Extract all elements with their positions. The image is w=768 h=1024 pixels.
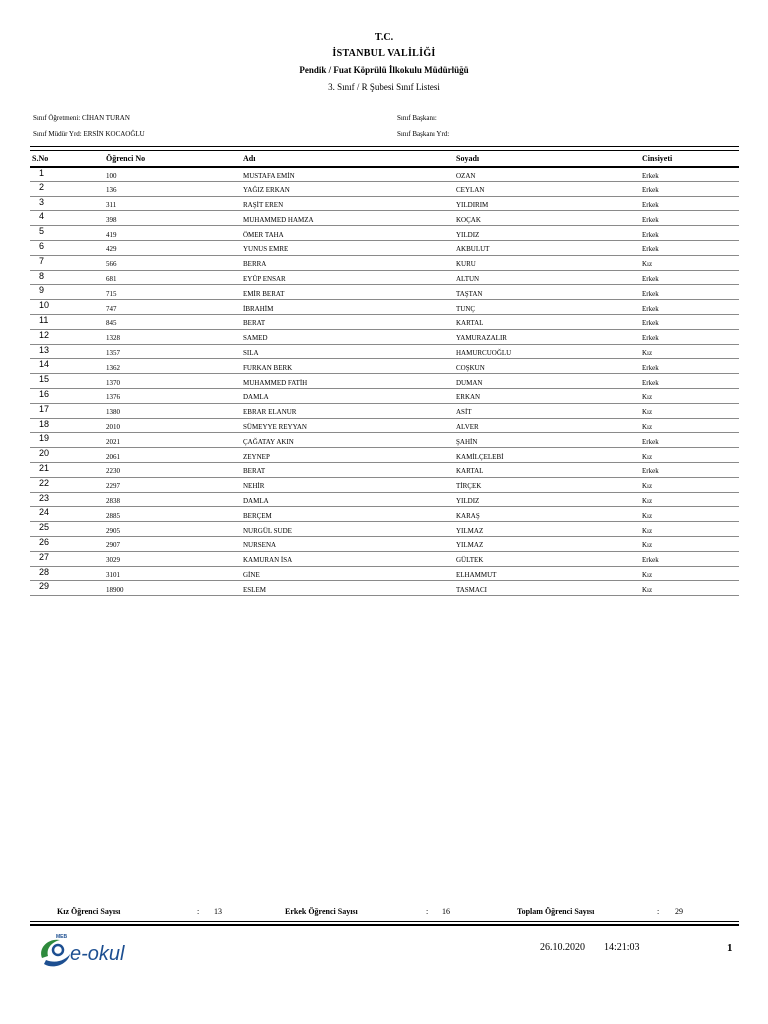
cell-sno: 9	[30, 285, 104, 300]
cell-gender: Erkek	[640, 462, 739, 477]
cell-last-name: TASMACI	[454, 581, 640, 596]
cell-sno: 25	[30, 522, 104, 537]
cell-student-no: 715	[104, 285, 241, 300]
cell-student-no: 1357	[104, 344, 241, 359]
table-row	[30, 181, 739, 196]
table-row	[30, 418, 739, 433]
cell-gender: Erkek	[640, 433, 739, 448]
cell-first-name: KAMURAN İSA	[241, 551, 454, 566]
table-row	[30, 551, 739, 566]
cell-last-name: KOÇAK	[454, 211, 640, 226]
cell-first-name: NEHİR	[241, 477, 454, 492]
cell-last-name: ELHAMMUT	[454, 566, 640, 581]
cell-first-name: SÜMEYYE REYYAN	[241, 418, 454, 433]
page-number: 1	[727, 942, 733, 954]
cell-first-name: GİNE	[241, 566, 454, 581]
cell-gender: Kız	[640, 403, 739, 418]
cell-sno: 7	[30, 255, 104, 270]
cell-first-name: DAMLA	[241, 492, 454, 507]
cell-student-no: 2885	[104, 507, 241, 522]
cell-last-name: ERKAN	[454, 388, 640, 403]
cell-gender: Kız	[640, 581, 739, 596]
cell-sno: 17	[30, 403, 104, 418]
table-row	[30, 167, 739, 182]
cell-gender: Erkek	[640, 314, 739, 329]
cell-student-no: 1362	[104, 359, 241, 374]
header-governorship: İSTANBUL VALİLİĞİ	[332, 48, 436, 59]
cell-student-no: 136	[104, 181, 241, 196]
cell-sno: 8	[30, 270, 104, 285]
cell-student-no: 566	[104, 255, 241, 270]
table-row	[30, 285, 739, 300]
cell-last-name: KARTAL	[454, 314, 640, 329]
table-top-rule	[30, 146, 739, 147]
cell-gender: Erkek	[640, 270, 739, 285]
table-row	[30, 448, 739, 463]
cell-last-name: YILMAZ	[454, 536, 640, 551]
table-row	[30, 211, 739, 226]
table-row	[30, 536, 739, 551]
cell-student-no: 1380	[104, 403, 241, 418]
cell-last-name: YILDIRIM	[454, 196, 640, 211]
cell-sno: 14	[30, 359, 104, 374]
cell-gender: Kız	[640, 255, 739, 270]
table-row	[30, 226, 739, 241]
cell-student-no: 1376	[104, 388, 241, 403]
cell-sno: 16	[30, 388, 104, 403]
table-row	[30, 433, 739, 448]
cell-last-name: OZAN	[454, 167, 640, 182]
cell-sno: 4	[30, 211, 104, 226]
col-header-sno: S.No	[30, 151, 104, 167]
cell-gender: Erkek	[640, 285, 739, 300]
footer-rule-thin	[30, 921, 739, 922]
table-row	[30, 374, 739, 389]
cell-sno: 5	[30, 226, 104, 241]
print-date: 26.10.2020	[540, 942, 585, 953]
table-row	[30, 522, 739, 537]
cell-first-name: EYÜP ENSAR	[241, 270, 454, 285]
cell-sno: 23	[30, 492, 104, 507]
cell-gender: Erkek	[640, 374, 739, 389]
cell-gender: Kız	[640, 418, 739, 433]
cell-student-no: 419	[104, 226, 241, 241]
cell-sno: 27	[30, 551, 104, 566]
cell-student-no: 2907	[104, 536, 241, 551]
cell-student-no: 681	[104, 270, 241, 285]
cell-sno: 22	[30, 477, 104, 492]
table-row	[30, 255, 739, 270]
svg-text:MEB: MEB	[56, 934, 68, 940]
cell-gender: Kız	[640, 448, 739, 463]
table-row	[30, 566, 739, 581]
cell-first-name: SAMED	[241, 329, 454, 344]
table-row	[30, 477, 739, 492]
cell-sno: 1	[30, 167, 104, 182]
cell-sno: 10	[30, 300, 104, 315]
cell-first-name: SILA	[241, 344, 454, 359]
cell-first-name: MUSTAFA EMİN	[241, 167, 454, 182]
cell-sno: 18	[30, 418, 104, 433]
table-header-row	[30, 151, 739, 167]
col-header-student-no: Öğrenci No	[104, 151, 241, 167]
cell-first-name: ZEYNEP	[241, 448, 454, 463]
cell-student-no: 3029	[104, 551, 241, 566]
cell-student-no: 2905	[104, 522, 241, 537]
header-tc: T.C.	[374, 32, 394, 43]
cell-last-name: GÜLTEK	[454, 551, 640, 566]
cell-last-name: TAŞTAN	[454, 285, 640, 300]
cell-first-name: İBRAHİM	[241, 300, 454, 315]
cell-student-no: 2021	[104, 433, 241, 448]
e-okul-logo	[34, 930, 144, 974]
cell-gender: Erkek	[640, 240, 739, 255]
cell-gender: Kız	[640, 536, 739, 551]
cell-last-name: KURU	[454, 255, 640, 270]
table-row	[30, 507, 739, 522]
table-row	[30, 344, 739, 359]
class-president: Sınıf Başkanı:	[397, 114, 437, 122]
cell-first-name: MUHAMMED HAMZA	[241, 211, 454, 226]
male-count-value: 16	[442, 907, 450, 916]
cell-student-no: 18900	[104, 581, 241, 596]
cell-student-no: 2061	[104, 448, 241, 463]
footer-rule-thick	[30, 924, 739, 926]
cell-gender: Erkek	[640, 167, 739, 182]
cell-last-name: KAMİLÇELEBİ	[454, 448, 640, 463]
female-count-value: 13	[214, 907, 222, 916]
cell-last-name: ALVER	[454, 418, 640, 433]
cell-first-name: YAĞIZ ERKAN	[241, 181, 454, 196]
print-time: 14:21:03	[604, 942, 640, 953]
col-header-last-name: Soyadı	[454, 151, 640, 167]
cell-student-no: 100	[104, 167, 241, 182]
cell-last-name: KARAŞ	[454, 507, 640, 522]
table-row	[30, 240, 739, 255]
cell-sno: 21	[30, 462, 104, 477]
total-count-colon: :	[657, 907, 660, 916]
cell-first-name: FURKAN BERK	[241, 359, 454, 374]
cell-last-name: ALTUN	[454, 270, 640, 285]
cell-student-no: 747	[104, 300, 241, 315]
class-vice-president: Sınıf Başkanı Yrd:	[397, 130, 450, 138]
cell-gender: Kız	[640, 492, 739, 507]
cell-gender: Kız	[640, 507, 739, 522]
e-okul-logo-icon	[34, 930, 144, 974]
cell-sno: 19	[30, 433, 104, 448]
cell-first-name: NURSENA	[241, 536, 454, 551]
cell-gender: Kız	[640, 344, 739, 359]
table-row	[30, 388, 739, 403]
cell-sno: 15	[30, 374, 104, 389]
header-class-list-title: 3. Sınıf / R Şubesi Sınıf Listesi	[328, 82, 440, 92]
cell-first-name: EMİR BERAT	[241, 285, 454, 300]
cell-last-name: ASİT	[454, 403, 640, 418]
cell-last-name: DUMAN	[454, 374, 640, 389]
cell-gender: Kız	[640, 566, 739, 581]
cell-last-name: YAMURAZALIR	[454, 329, 640, 344]
cell-first-name: BERRA	[241, 255, 454, 270]
cell-gender: Erkek	[640, 300, 739, 315]
cell-student-no: 1370	[104, 374, 241, 389]
cell-first-name: NURGÜL SUDE	[241, 522, 454, 537]
cell-last-name: ŞAHİN	[454, 433, 640, 448]
male-count-colon: :	[426, 907, 429, 916]
cell-gender: Erkek	[640, 226, 739, 241]
cell-sno: 11	[30, 314, 104, 329]
total-count-value: 29	[675, 907, 683, 916]
cell-last-name: YILDIZ	[454, 226, 640, 241]
cell-sno: 3	[30, 196, 104, 211]
male-count-label: Erkek Öğrenci Sayısı	[285, 907, 358, 916]
female-count-label: Kız Öğrenci Sayısı	[57, 907, 121, 916]
cell-sno: 13	[30, 344, 104, 359]
cell-student-no: 1328	[104, 329, 241, 344]
table-row	[30, 462, 739, 477]
assistant-principal: Sınıf Müdür Yrd: ERSİN KOCAOĞLU	[33, 130, 145, 138]
table-row	[30, 300, 739, 315]
cell-student-no: 398	[104, 211, 241, 226]
cell-sno: 12	[30, 329, 104, 344]
cell-sno: 20	[30, 448, 104, 463]
cell-gender: Erkek	[640, 196, 739, 211]
cell-last-name: HAMURCUOĞLU	[454, 344, 640, 359]
total-count-label: Toplam Öğrenci Sayısı	[517, 907, 595, 916]
cell-student-no: 2297	[104, 477, 241, 492]
cell-last-name: AKBULUT	[454, 240, 640, 255]
class-teacher: Sınıf Öğretmeni: CİHAN TURAN	[33, 114, 130, 122]
table-row	[30, 314, 739, 329]
cell-gender: Kız	[640, 388, 739, 403]
cell-student-no: 2010	[104, 418, 241, 433]
col-header-gender: Cinsiyeti	[640, 151, 739, 167]
cell-last-name: KARTAL	[454, 462, 640, 477]
cell-last-name: TİRÇEK	[454, 477, 640, 492]
cell-last-name: YILDIZ	[454, 492, 640, 507]
table-row	[30, 581, 739, 596]
cell-first-name: ÖMER TAHA	[241, 226, 454, 241]
cell-sno: 28	[30, 566, 104, 581]
cell-first-name: DAMLA	[241, 388, 454, 403]
cell-first-name: BERAT	[241, 314, 454, 329]
cell-student-no: 3101	[104, 566, 241, 581]
cell-student-no: 2230	[104, 462, 241, 477]
cell-gender: Kız	[640, 522, 739, 537]
cell-last-name: YILMAZ	[454, 522, 640, 537]
cell-sno: 29	[30, 581, 104, 596]
cell-sno: 26	[30, 536, 104, 551]
cell-gender: Erkek	[640, 551, 739, 566]
cell-student-no: 311	[104, 196, 241, 211]
table-row	[30, 492, 739, 507]
cell-first-name: ÇAĞATAY AKIN	[241, 433, 454, 448]
cell-gender: Erkek	[640, 181, 739, 196]
cell-sno: 6	[30, 240, 104, 255]
cell-first-name: MUHAMMED FATİH	[241, 374, 454, 389]
cell-last-name: COŞKUN	[454, 359, 640, 374]
student-rows	[30, 167, 739, 596]
table-row	[30, 403, 739, 418]
svg-text:e-okul: e-okul	[70, 943, 125, 965]
col-header-first-name: Adı	[241, 151, 454, 167]
student-table	[30, 150, 739, 596]
cell-sno: 2	[30, 181, 104, 196]
cell-sno: 24	[30, 507, 104, 522]
table-row	[30, 196, 739, 211]
cell-last-name: CEYLAN	[454, 181, 640, 196]
cell-first-name: BERÇEM	[241, 507, 454, 522]
table-row	[30, 270, 739, 285]
cell-first-name: ESLEM	[241, 581, 454, 596]
cell-gender: Erkek	[640, 211, 739, 226]
cell-gender: Kız	[640, 477, 739, 492]
cell-first-name: EBRAR ELANUR	[241, 403, 454, 418]
cell-student-no: 845	[104, 314, 241, 329]
cell-last-name: TUNÇ	[454, 300, 640, 315]
cell-gender: Erkek	[640, 329, 739, 344]
female-count-colon: :	[197, 907, 200, 916]
cell-student-no: 429	[104, 240, 241, 255]
header-school: Pendik / Fuat Köprülü İlkokulu Müdürlüğü	[299, 65, 469, 75]
cell-first-name: RAŞİT EREN	[241, 196, 454, 211]
table-row	[30, 359, 739, 374]
cell-gender: Erkek	[640, 359, 739, 374]
cell-first-name: BERAT	[241, 462, 454, 477]
table-row	[30, 329, 739, 344]
cell-first-name: YUNUS EMRE	[241, 240, 454, 255]
cell-student-no: 2838	[104, 492, 241, 507]
